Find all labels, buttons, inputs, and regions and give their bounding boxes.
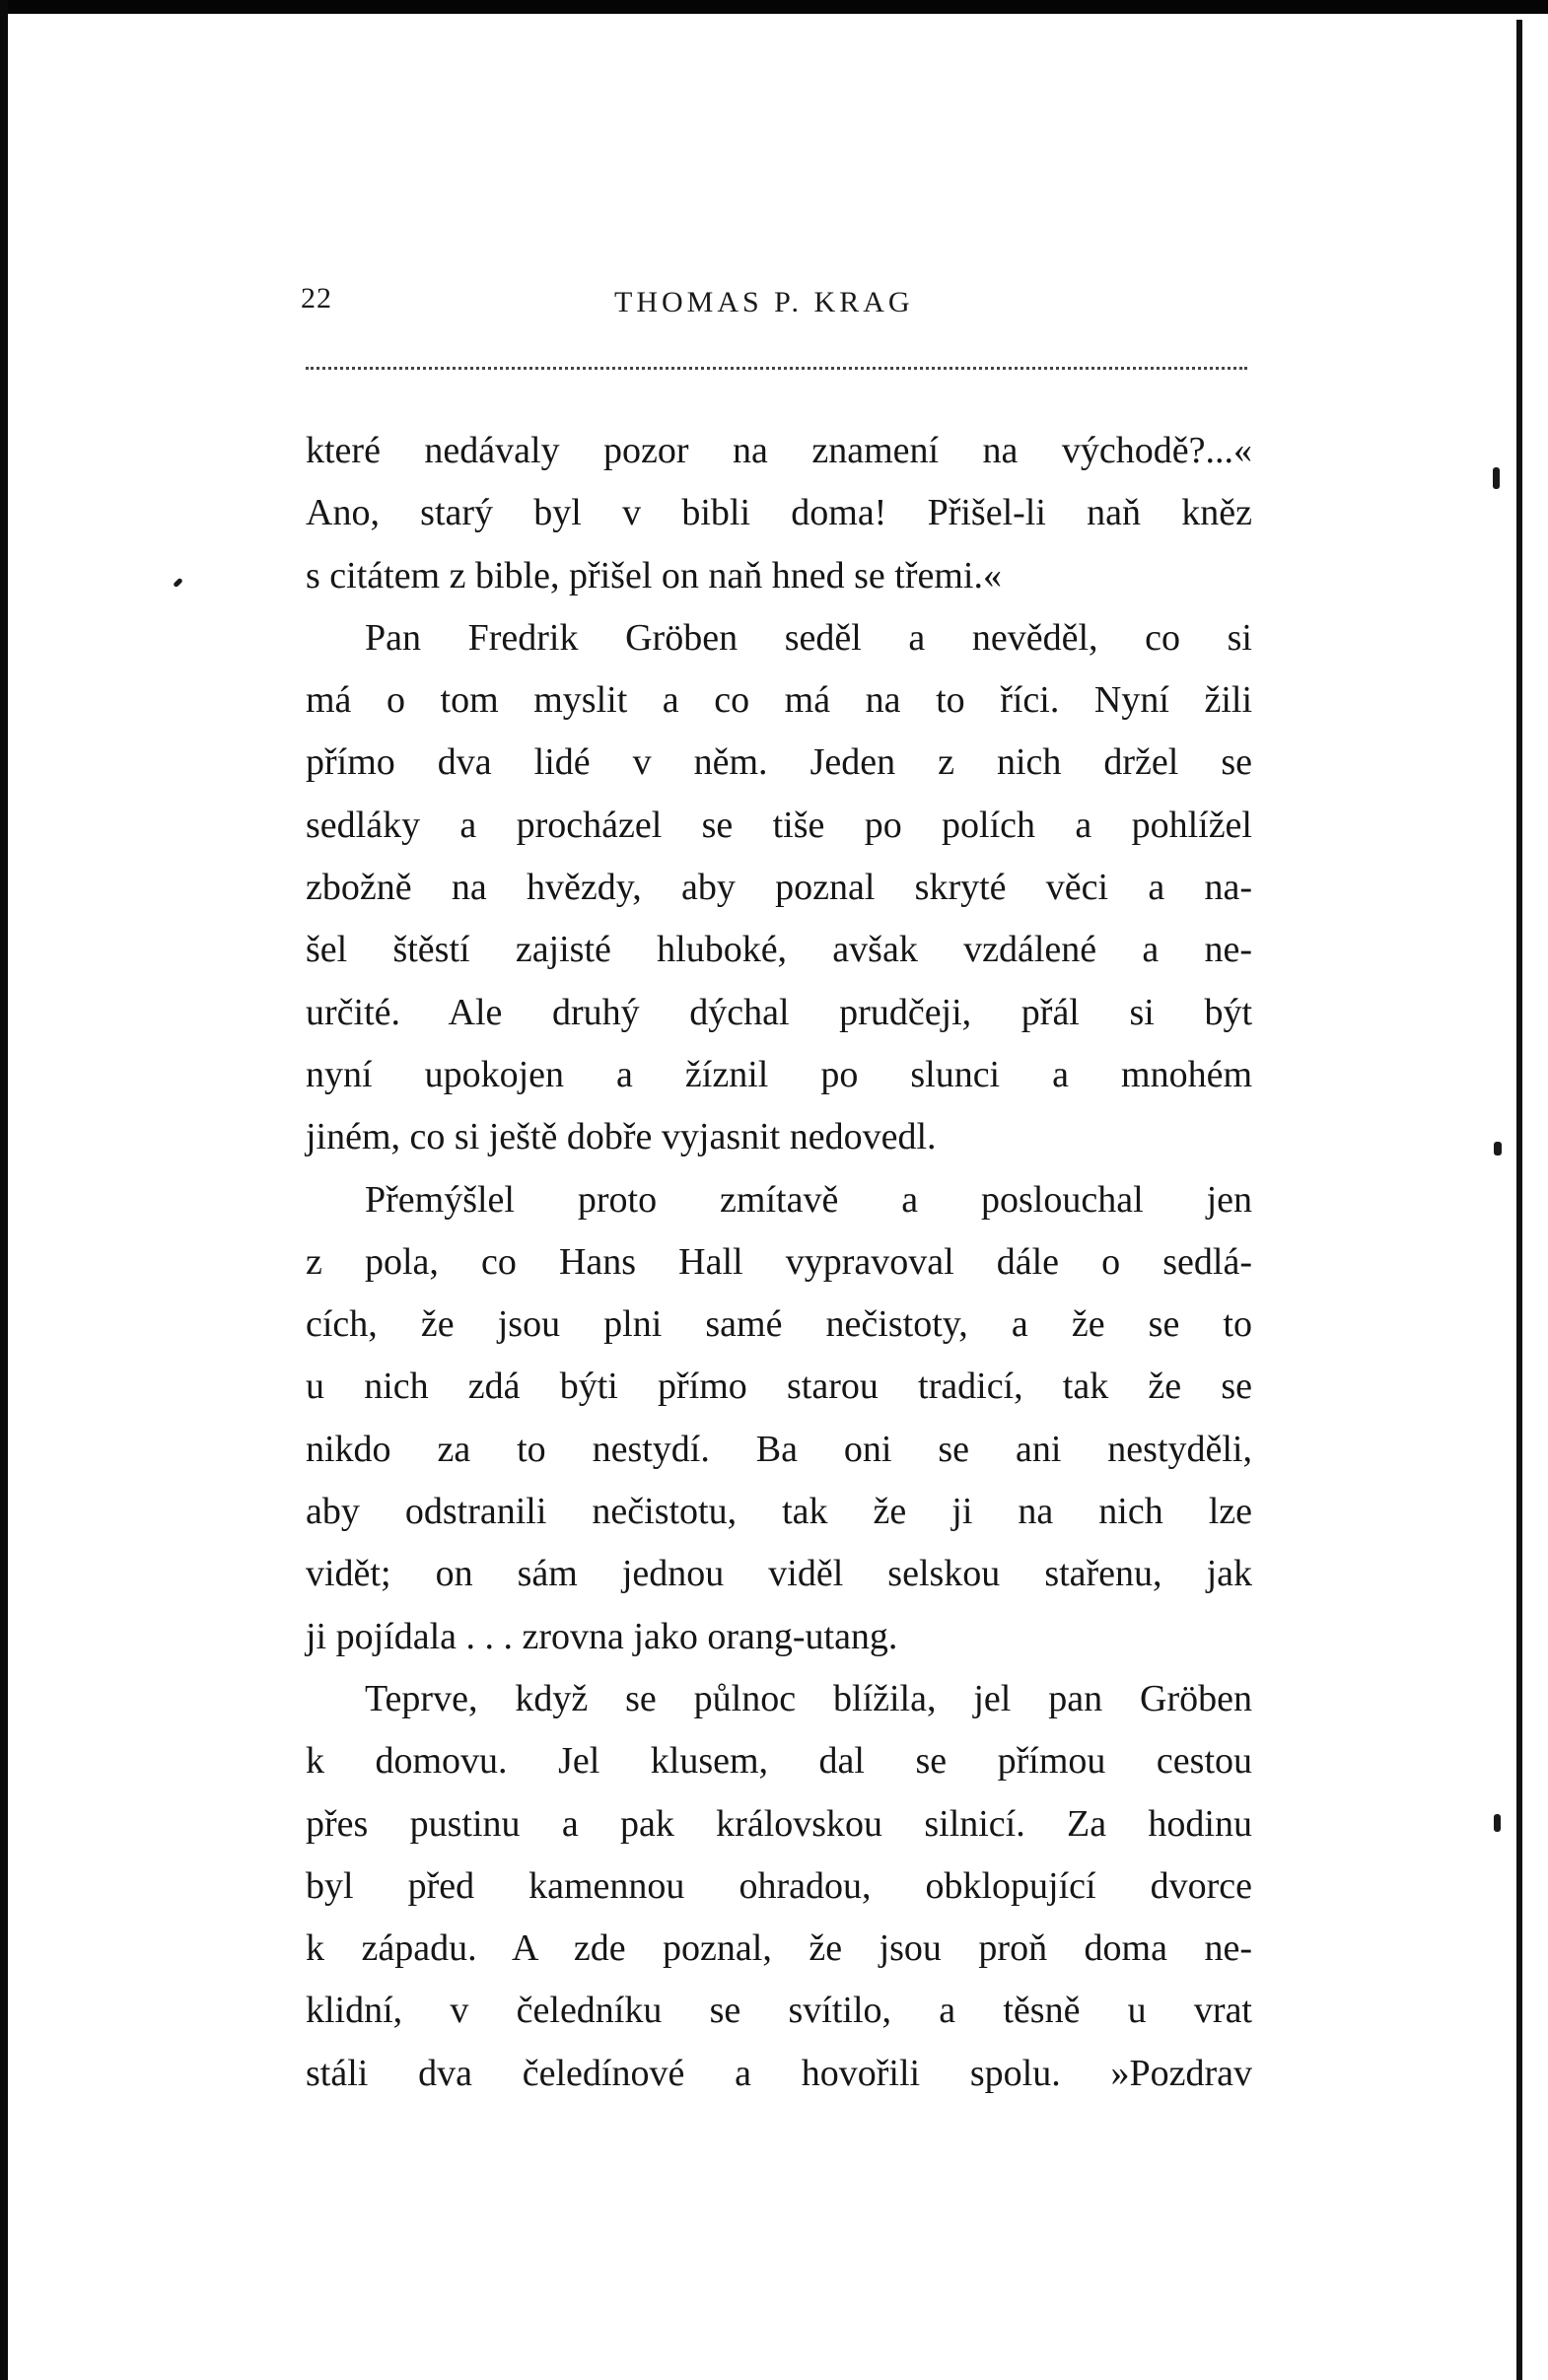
text-line: Ano, starý byl v bibli doma! Přišel-li naň kněz bbox=[306, 492, 1252, 534]
text-line: šel štěstí zajisté hluboké, avšak vzdálené a ne- bbox=[306, 929, 1252, 971]
scan-border-left bbox=[0, 0, 8, 2380]
text-line: Teprve, když se půlnoc blížila, jel pan Gröben bbox=[365, 1677, 1252, 1719]
text-line: vidět; on sám jednou viděl selskou stařenu, jak bbox=[306, 1553, 1252, 1595]
scan-speck bbox=[1494, 1142, 1502, 1155]
text-line: Pan Fredrik Gröben seděl a nevěděl, co si bbox=[365, 616, 1252, 659]
header-rule bbox=[306, 367, 1247, 370]
text-line: přes pustinu a pak královskou silnicí. Za hodinu bbox=[306, 1802, 1252, 1845]
running-head: THOMAS P. KRAG bbox=[614, 286, 914, 318]
text-line: klidní, v čeledníku se svítilo, a těsně u vrat bbox=[306, 1990, 1252, 2032]
page-number: 22 bbox=[301, 282, 332, 315]
text-line: jiném, co si ještě dobře vyjasnit nedovedl. bbox=[306, 1116, 937, 1158]
text-line: cích, že jsou plni samé nečistoty, a že se to bbox=[306, 1303, 1252, 1346]
text-line: Přemýšlel proto zmítavě a poslouchal jen bbox=[365, 1178, 1252, 1221]
text-line: přímo dva lidé v něm. Jeden z nich držel se bbox=[306, 741, 1252, 784]
text-line: k domovu. Jel klusem, dal se přímou cestou bbox=[306, 1740, 1252, 1783]
text-line: zbožně na hvězdy, aby poznal skryté věci a na- bbox=[306, 867, 1252, 909]
text-line: které nedávaly pozor na znamení na východě?...« bbox=[306, 430, 1252, 471]
text-line: ji pojídala . . . zrovna jako orang-utang. bbox=[306, 1615, 898, 1657]
scan-speck bbox=[1494, 1814, 1501, 1832]
text-line: nikdo za to nestydí. Ba oni se ani nestyděli, bbox=[306, 1428, 1252, 1470]
text-line: aby odstranili nečistotu, tak že ji na nich lze bbox=[306, 1491, 1252, 1533]
text-line: stáli dva čeledínové a hovořili spolu. »Pozdrav bbox=[306, 2052, 1252, 2094]
scan-speck bbox=[1493, 467, 1500, 489]
text-line: u nich zdá býti přímo starou tradicí, tak že se bbox=[306, 1365, 1252, 1408]
text-line: s citátem z bible, přišel on naň hned se třemi.« bbox=[306, 554, 1002, 596]
text-line: sedláky a procházel se tiše po polích a pohlížel bbox=[306, 804, 1252, 846]
scan-border-right bbox=[1516, 20, 1522, 2380]
scan-border-top bbox=[0, 0, 1548, 14]
body-text bbox=[306, 420, 1252, 2105]
scan-speck bbox=[173, 578, 183, 589]
text-line: určité. Ale druhý dýchal prudčeji, přál si být bbox=[306, 991, 1252, 1033]
text-line: byl před kamennou ohradou, obklopující dvorce bbox=[306, 1864, 1252, 1907]
text-line: má o tom myslit a co má na to říci. Nyní žili bbox=[306, 679, 1252, 722]
text-line: nyní upokojen a žíznil po slunci a mnohém bbox=[306, 1053, 1252, 1095]
text-line: k západu. A zde poznal, že jsou proň doma ne- bbox=[306, 1927, 1252, 1970]
text-line: z pola, co Hans Hall vypravoval dále o sedlá- bbox=[306, 1240, 1252, 1283]
